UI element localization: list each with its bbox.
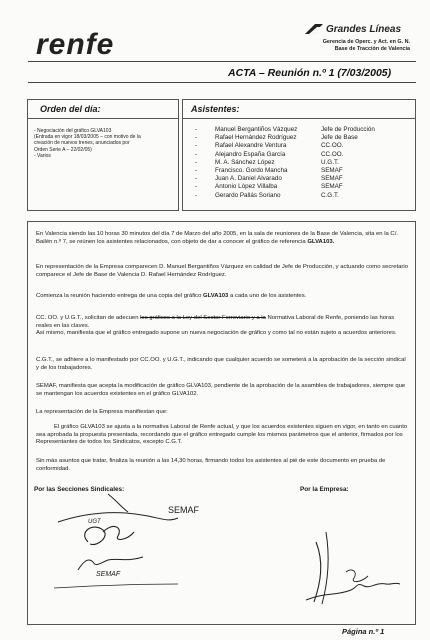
- brand-sub-line: Gerencia de Operc. y Act. en G. N.: [322, 39, 410, 45]
- semaf-stamp: SEMAF: [96, 571, 121, 578]
- paragraph-representation: En representación de la Empresa comparecen D. Manuel Bergantiños Vázquez en calidad de Jefe de Producción, y actuando como secretario comparece el Jefe de Base de Valencia D. Rafael Hernández Rodríguez.: [36, 264, 408, 278]
- agenda-title: Orden del día:: [28, 100, 178, 119]
- paragraph-cgt: C.G.T., se adhiere a lo manifestado por CC.OO. y U.G.T., indicando que cualquier acuerdo se someterá a la aprobación de la sección sindical y de los trabajadores.: [36, 357, 406, 371]
- paragraph-ccoo-ugt: CC. OO. y U.G.T., solicitan de adecuen los gráficos a la Ley del Sector Ferroviario y a la Normativa Laboral de Renfe, poniendo las horas reales en las claves. Así mismo, manifiesta que el gráfico entregado supone un nueva negociación de gráfico y como tal no están sujeto a acuerdos anteriores.: [36, 315, 397, 337]
- brand-sub-line: Base de Tracción de Valencia: [334, 46, 410, 52]
- agenda-item: Orden Serie A – 22/02/05): [34, 146, 92, 153]
- paragraph-empresa-statement: El gráfico GLVA103 se ajusta a la normativa Laboral de Renfe actual, y que los acuerdos existentes siguen en vigor, en tanto en cuanto sea aprobada la propuesta presentada, recordando que el gráfico entregado cumple los mismos parámetros que el anterior, firmados por los Representantes de todos los Sindicatos, excepto C.G.T.: [36, 424, 408, 446]
- paragraph-opening: En Valencia siendo las 10 horas 30 minutos del día 7 de Marzo del año 2005, en la sala de reuniones de la Base de Valencia, sita en la C/. Bailén n.º 7, se reúnen los asistentes relacionados, con objeto de dar a conocer el gráfico de referencia GLVA103.: [36, 231, 398, 245]
- acta-title: ACTA – Reunión n.º 1 (7/03/2005): [228, 67, 392, 79]
- minutes-body: [27, 221, 416, 625]
- signature-label-unions: Por las Secciones Sindicales:: [34, 486, 125, 493]
- header-divider: [28, 82, 416, 83]
- attendees-box: Asistentes: - Manuel Bergantiños Vázquez Jefe de Producción - Rafael Hernández Rodríguez Jefe de Base - Rafael Alexandre Ventura CC.OO. - Alejandro España García CC.OO. - M. A. Sánchez López U.G.T. - Francisco. Gordo Mancha SEMAF - Juan A. Daniel Alvarado SEMAF - Antonio López Villalba SEMAF - Gerardo Pallás Soriano C.G.T.: [182, 99, 416, 211]
- agenda-list: [34, 128, 174, 159]
- paragraph-empresa-intro: La representación de la Empresa manifiestan que:: [36, 409, 168, 415]
- signature-label-company: Por la Empresa:: [300, 486, 349, 493]
- agenda-item: - Negociación del gráfico GLVA103: [34, 128, 112, 134]
- renfe-logo: renfe: [36, 28, 115, 61]
- agenda-box: [27, 99, 179, 211]
- ugt-stamp: UGT: [88, 519, 101, 525]
- union-signatures-icon: [48, 492, 228, 602]
- grandes-lineas-logo-icon: [303, 22, 325, 36]
- attendees-title: Asistentes:: [183, 100, 415, 119]
- paragraph-delivery: Comienza la reunión haciendo entrega de una copia del gráfico GLVA103 a cada uno de los asistentes.: [36, 293, 307, 299]
- paragraph-closing: Sin más asuntos que tratar, finaliza la reunión a las 14,30 horas, firmando todos los asistentes al pié de este documento en prueba de conformidad.: [36, 458, 386, 472]
- agenda-item: - Varios: [34, 152, 51, 159]
- paragraph-semaf: SEMAF, manifiesta que acepta la modificación de gráfico GLVA103, pendiente de la aprobación de la asamblea de trabajadores, siempre que se mantengan los acuerdos existentes en el gráfico GLVA102.: [36, 383, 406, 397]
- brand-title: Grandes Líneas: [326, 24, 402, 35]
- agenda-item: (Entrada en vigor 18/03/2005 – con motivo de la: [34, 134, 141, 141]
- company-signature-icon: [296, 512, 406, 612]
- page-number: Página n.º 1: [342, 627, 385, 636]
- semaf-stamp: SEMAF: [168, 505, 200, 515]
- agenda-item: creación de nuevos trenes, anunciados por: [34, 140, 130, 147]
- brand-subtitle: [268, 39, 410, 53]
- header-divider: [28, 61, 416, 62]
